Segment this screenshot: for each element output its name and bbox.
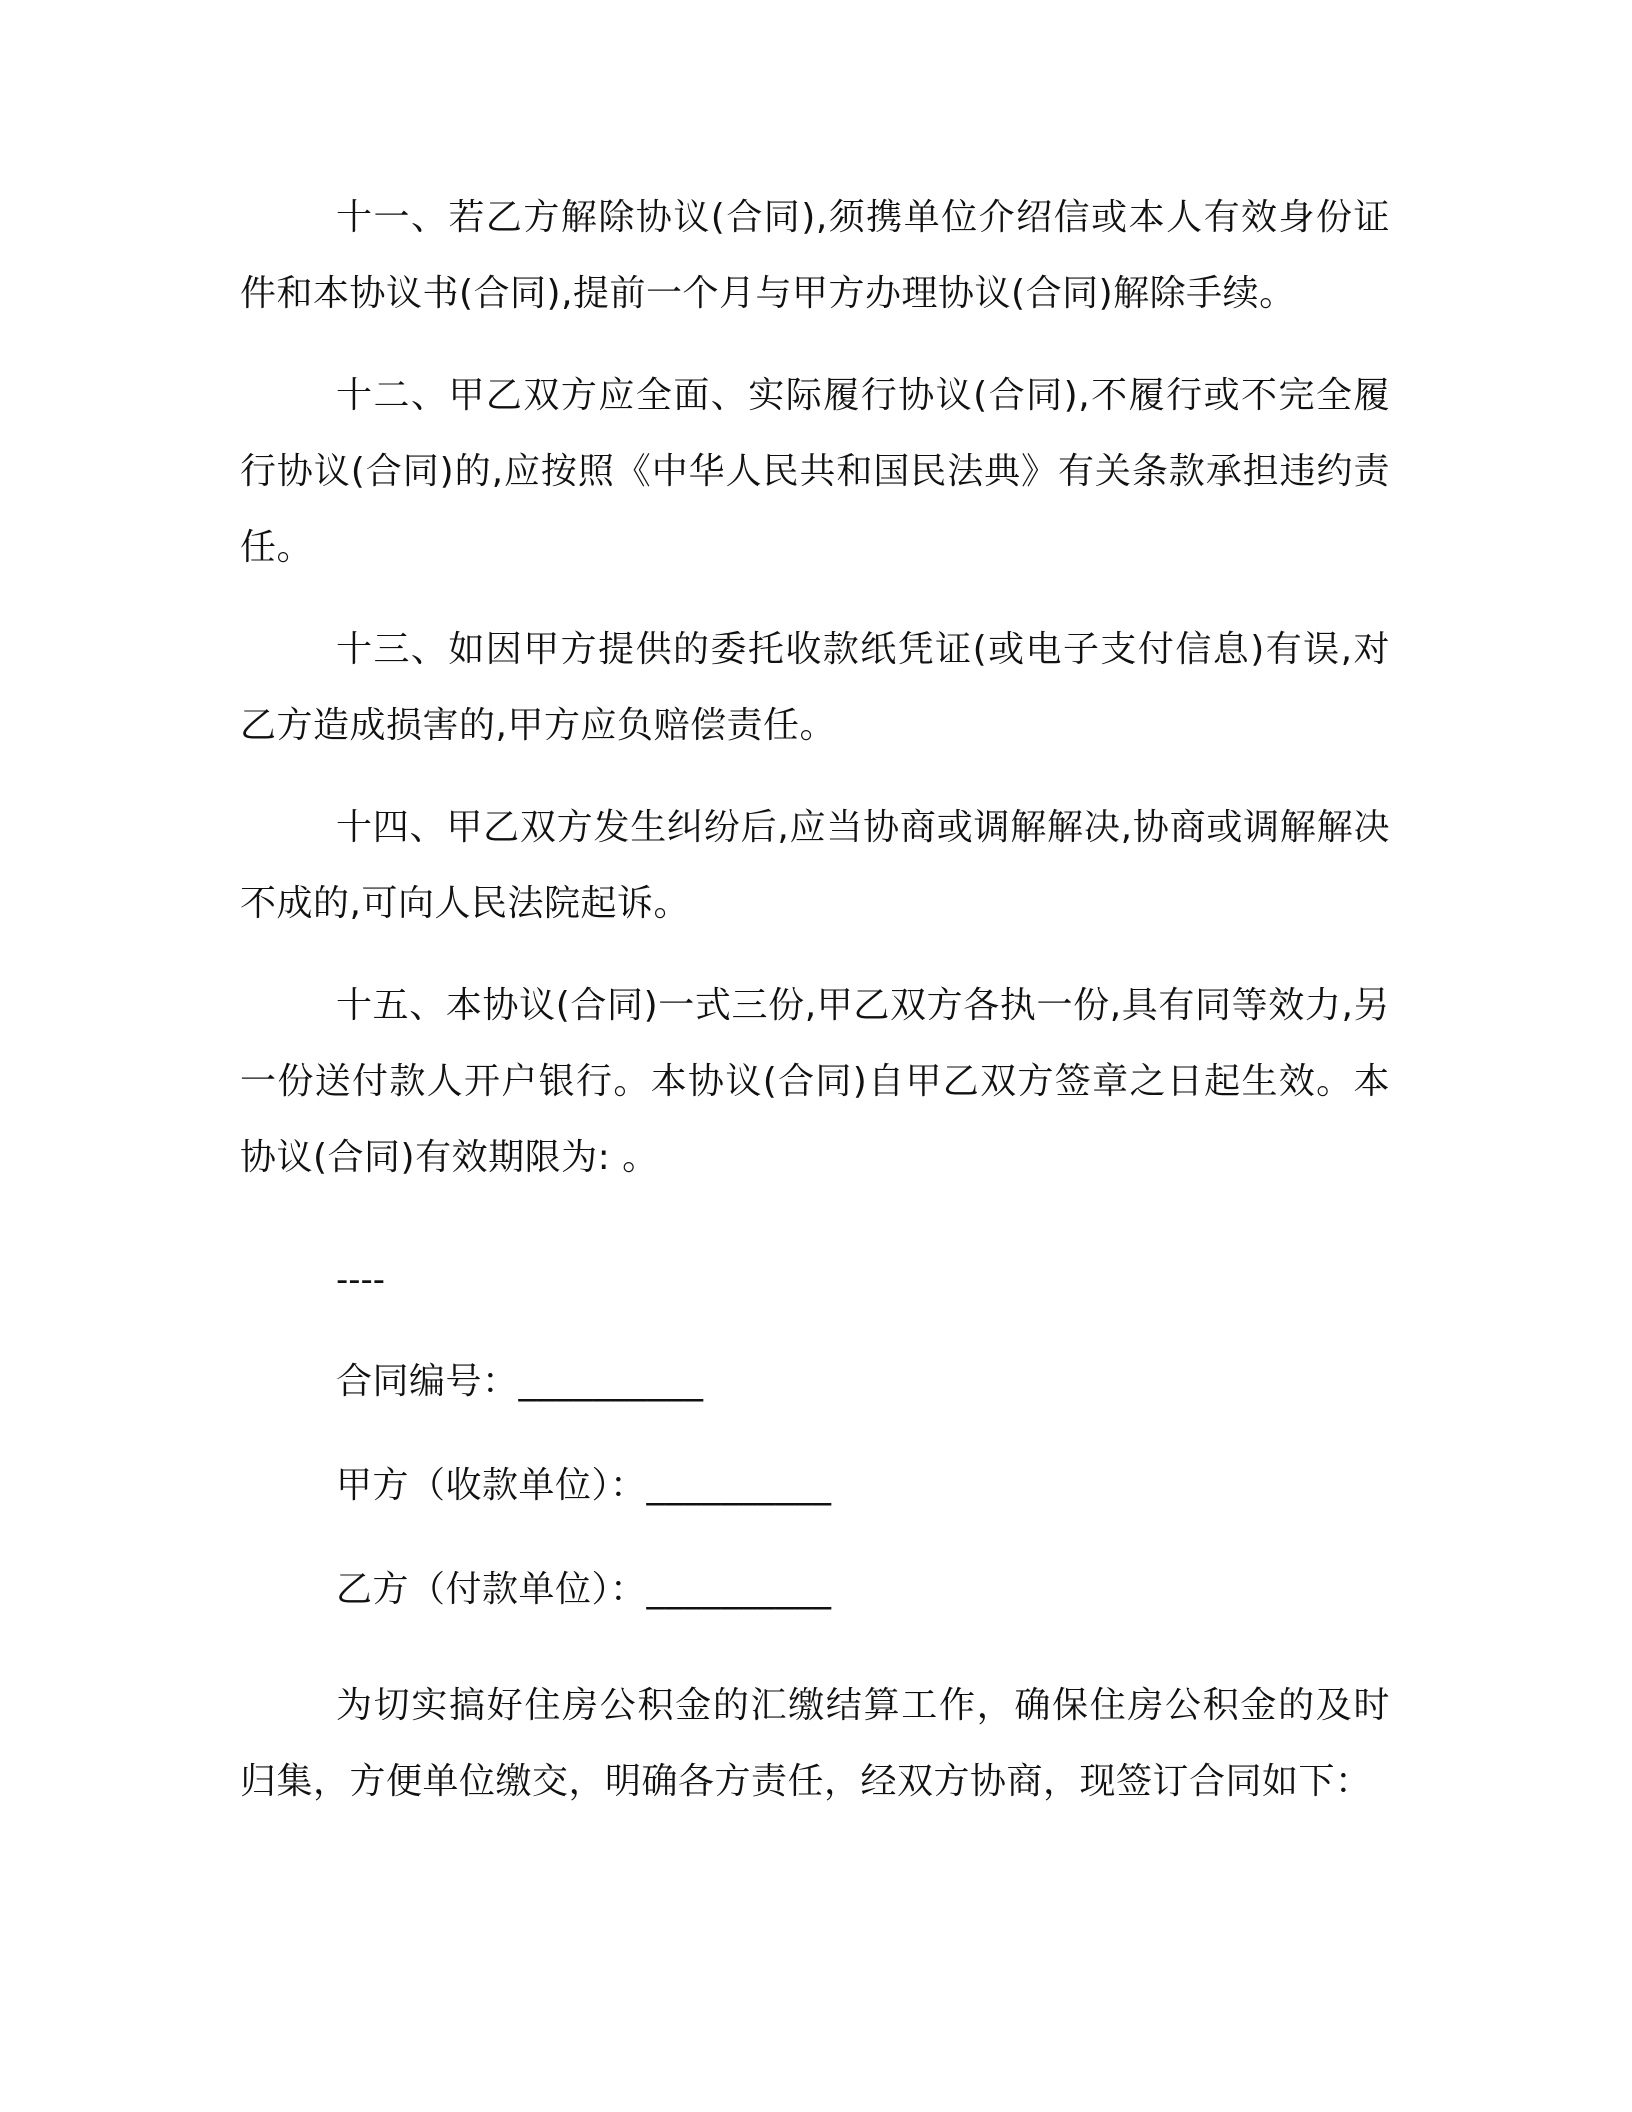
clause-12: 十二、甲乙双方应全面、实际履行协议(合同),不履行或不完全履行协议(合同)的,应按照《中华人民共和国民法典》有关条款承担违约责任。: [240, 375, 1390, 568]
clause-13: 十三、如因甲方提供的委托收款纸凭证(或电子支付信息)有误,对乙方造成损害的,甲方应负赔偿责任。: [240, 629, 1390, 746]
intro-paragraph: 为切实搞好住房公积金的汇缴结算工作，确保住房公积金的及时归集，方便单位缴交，明确各方责任，经双方协商，现签订合同如下：: [240, 1685, 1390, 1802]
party-b-field: 乙方（付款单位）：__________: [336, 1569, 832, 1610]
clause-15: 十五、本协议(合同)一式三份,甲乙双方各执一份,具有同等效力,另一份送付款人开户银行。本协议(合同)自甲乙双方签章之日起生效。本协议(合同)有效期限为: 。: [240, 985, 1390, 1178]
contract-number-field: 合同编号：__________: [336, 1361, 704, 1402]
clause-14: 十四、甲乙双方发生纠纷后,应当协商或调解解决,协商或调解解决不成的,可向人民法院起诉。: [240, 807, 1390, 924]
document-body: [240, 180, 1390, 1846]
clause-11: 十一、若乙方解除协议(合同),须携单位介绍信或本人有效身份证件和本协议书(合同),提前一个月与甲方办理协议(合同)解除手续。: [240, 197, 1390, 314]
section-separator: ----: [336, 1260, 386, 1300]
party-a-field: 甲方（收款单位）：__________: [336, 1465, 832, 1506]
